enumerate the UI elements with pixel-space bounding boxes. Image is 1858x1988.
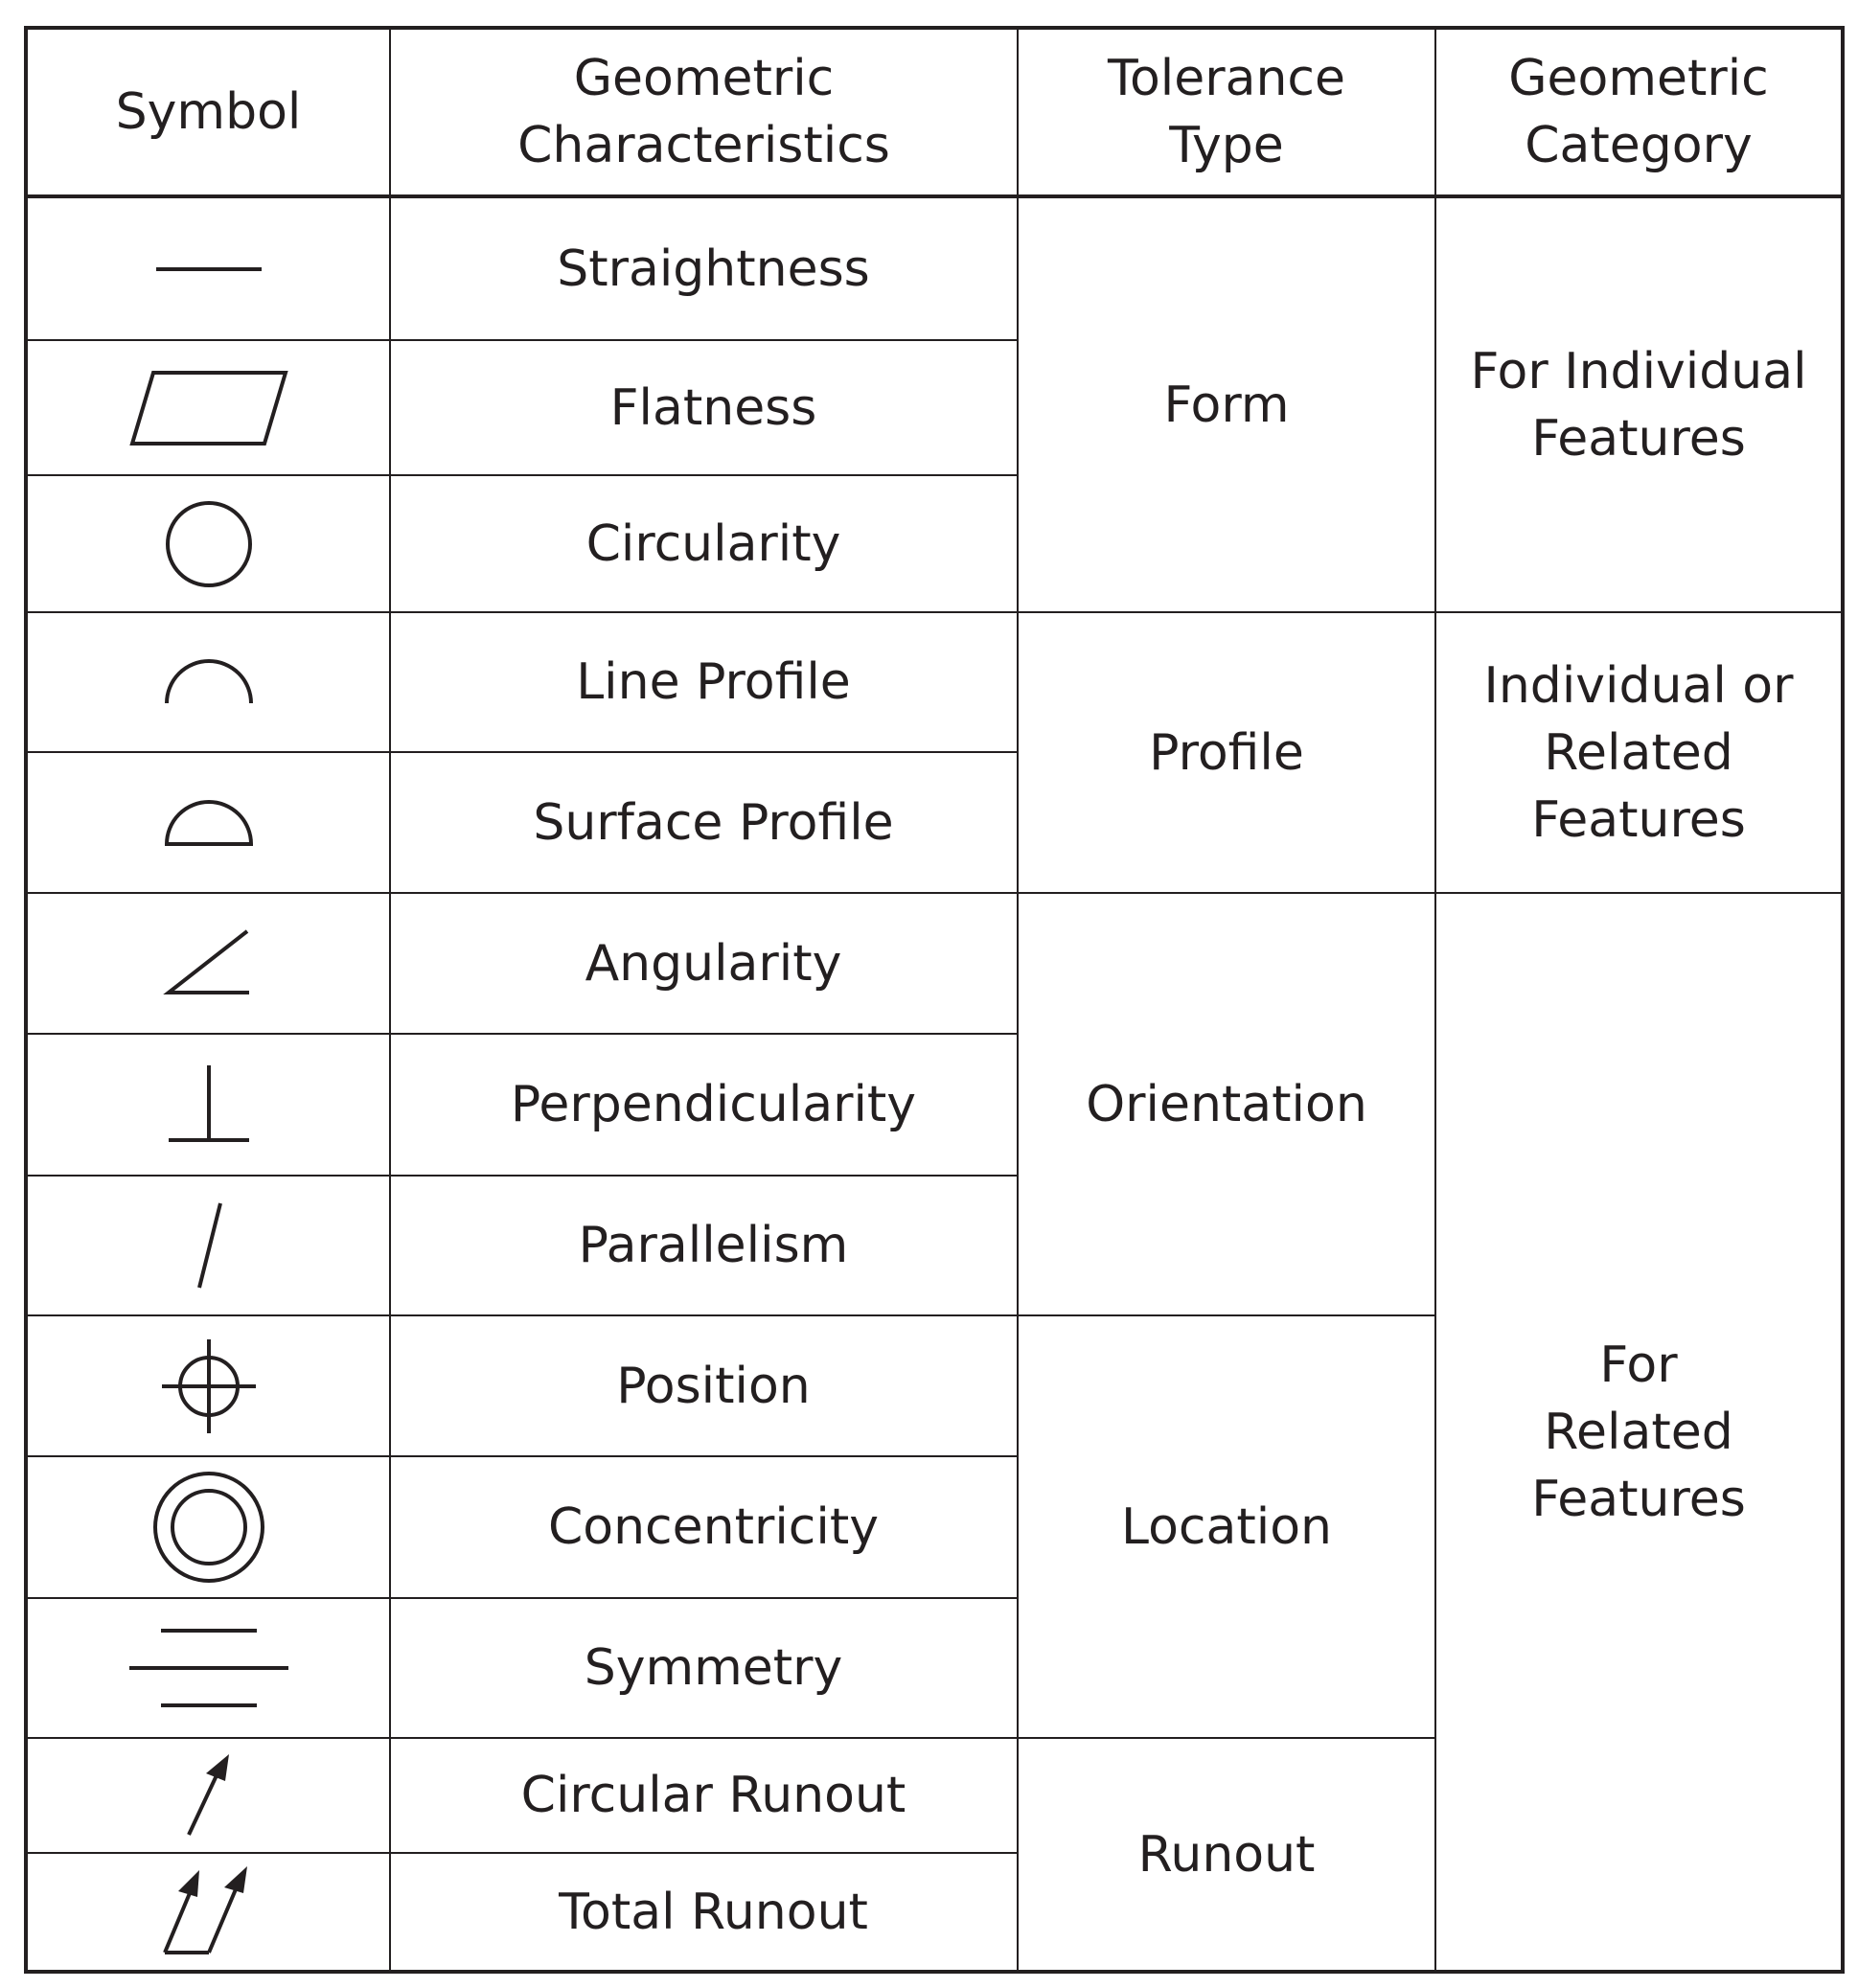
angularity-icon (161, 925, 257, 1002)
tolerance-type-orientation: Orientation (1018, 893, 1435, 1315)
symbol-cell (26, 1853, 390, 1972)
symbol-cell (26, 340, 390, 475)
circular-runout-icon (175, 1752, 242, 1839)
header-row (26, 28, 1843, 196)
straightness-icon (151, 250, 266, 288)
gdt-symbols-table (24, 26, 1845, 1974)
symbol-cell (26, 1456, 390, 1598)
tolerance-type-runout: Runout (1018, 1738, 1435, 1972)
symbol-cell (26, 893, 390, 1034)
characteristic-cell: Parallelism (390, 1176, 1018, 1315)
position-icon (156, 1334, 262, 1439)
category-individual: For Individual Features (1435, 196, 1843, 612)
header-symbol: Symbol (26, 28, 390, 196)
characteristic-cell: Concentricity (390, 1456, 1018, 1598)
symbol-cell (26, 196, 390, 340)
symbol-cell (26, 1598, 390, 1738)
symmetry-icon (127, 1625, 290, 1711)
tolerance-type-location: Location (1018, 1315, 1435, 1738)
circularity-icon (161, 496, 257, 592)
symbol-cell (26, 475, 390, 612)
symbol-cell (26, 1034, 390, 1176)
header-characteristic: Geometric Characteristics (390, 28, 1018, 196)
parallelism-icon (180, 1198, 238, 1293)
symbol-cell (26, 1176, 390, 1315)
table-row (26, 893, 1843, 1034)
tolerance-type-profile: Profile (1018, 612, 1435, 893)
characteristic-cell: Angularity (390, 893, 1018, 1034)
perpendicularity-icon (161, 1062, 257, 1148)
tolerance-type-form: Form (1018, 196, 1435, 612)
line-profile-icon (161, 653, 257, 711)
header-tolerance-type: Tolerance Type (1018, 28, 1435, 196)
characteristic-cell: Straightness (390, 196, 1018, 340)
flatness-icon (123, 365, 295, 451)
header-category: Geometric Category (1435, 28, 1843, 196)
characteristic-cell: Symmetry (390, 1598, 1018, 1738)
table-row (26, 196, 1843, 340)
symbol-cell (26, 1738, 390, 1853)
symbol-cell (26, 752, 390, 893)
symbol-cell (26, 612, 390, 752)
category-related: For Related Features (1435, 893, 1843, 1972)
characteristic-cell: Circularity (390, 475, 1018, 612)
concentricity-icon (149, 1468, 268, 1587)
symbol-cell (26, 1315, 390, 1456)
surface-profile-icon (161, 794, 257, 852)
characteristic-cell: Circular Runout (390, 1738, 1018, 1853)
characteristic-cell: Perpendicularity (390, 1034, 1018, 1176)
characteristic-cell: Position (390, 1315, 1018, 1456)
characteristic-cell: Surface Profile (390, 752, 1018, 893)
characteristic-cell: Total Runout (390, 1853, 1018, 1972)
table-row (26, 612, 1843, 752)
category-individual-or-related: Individual or Related Features (1435, 612, 1843, 893)
total-runout-icon (161, 1864, 257, 1960)
characteristic-cell: Flatness (390, 340, 1018, 475)
characteristic-cell: Line Profile (390, 612, 1018, 752)
